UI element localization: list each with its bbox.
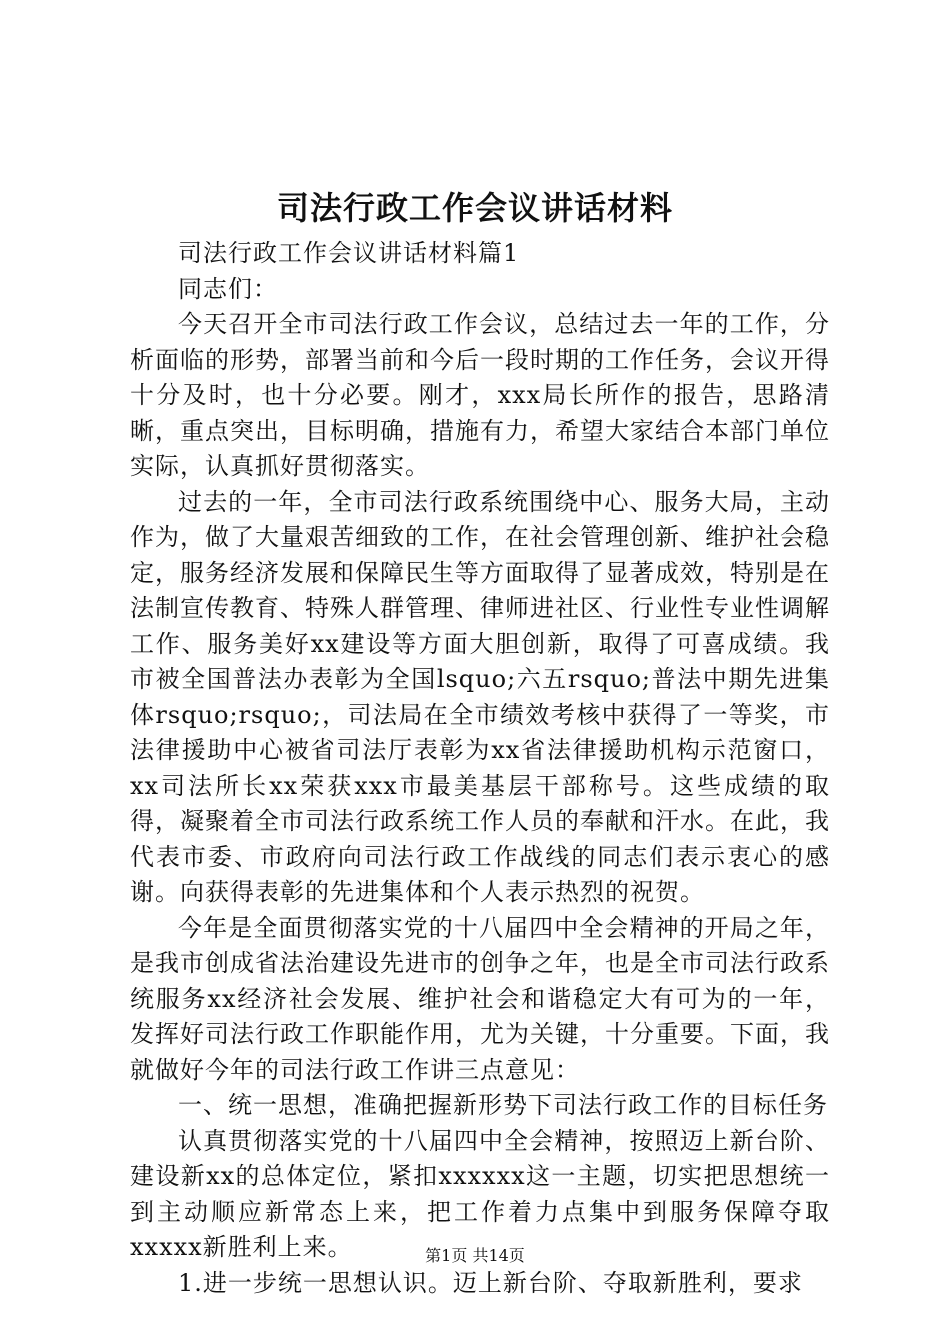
section-heading: 司法行政工作会议讲话材料篇1 (178, 239, 520, 267)
section-heading: 一、统一思想，准确把握新形势下司法行政工作的目标任务 (178, 1091, 828, 1119)
body-paragraph: 认真贯彻落实党的十八届四中全会精神，按照迈上新台阶、建设新xx的总体定位，紧扣xxxxxx这一主题，切实把思想统一到主动顺应新常态上来，把工作着力点集中到服务保障夺取xxxxx新胜利上来。 (130, 1126, 830, 1261)
document-title: 司法行政工作会议讲话材料 (276, 189, 673, 227)
document-body (130, 236, 830, 1301)
salutation: 同志们： (178, 274, 278, 303)
page-number: 第1页 共14页 (425, 1246, 525, 1265)
body-paragraph: 今天召开全市司法行政工作会议，总结过去一年的工作，分析面临的形势，部署当前和今后一段时期的工作任务，会议开得十分及时，也十分必要。刚才，xxx局长所作的报告，思路清晰，重点突出，目标明确，措施有力，希望大家结合本部门单位实际，认真抓好贯彻落实。 (130, 310, 830, 480)
body-paragraph: 过去的一年，全市司法行政系统围绕中心、服务大局，主动作为，做了大量艰苦细致的工作，在社会管理创新、维护社会稳定，服务经济发展和保障民生等方面取得了显著成效，特别是在法制宣传教育、特殊人群管理、律师进社区、行业性专业性调解工作、服务美好xx建设等方面大胆创新，取得了可喜成绩。我市被全国普法办表彰为全国lsquo;六五rsquo;普法中期先进集体rsquo;rsquo;，司法局在全市绩效考核中获得了一等奖，市法律援助中心被省司法厅表彰为xx省法律援助机构示范窗口，xx司法所长xx荣获xxx市最美基层干部称号。这些成绩的取得，凝聚着全市司法行政系统工作人员的奉献和汗水。在此，我代表市委、市政府向司法行政工作战线的同志们表示衷心的感谢。向获得表彰的先进集体和个人表示热烈的祝贺。 (130, 487, 830, 906)
body-paragraph: 1.进一步统一思想认识。迈上新台阶、夺取新胜利，要求 (178, 1268, 803, 1297)
body-paragraph: 今年是全面贯彻落实党的十八届四中全会精神的开局之年，是我市创成省法治建设先进市的创争之年，也是全市司法行政系统服务xx经济社会发展、维护社会和谐稳定大有可为的一年，发挥好司法行政工作职能作用，尤为关键，十分重要。下面，我就做好今年的司法行政工作讲三点意见： (130, 913, 830, 1084)
